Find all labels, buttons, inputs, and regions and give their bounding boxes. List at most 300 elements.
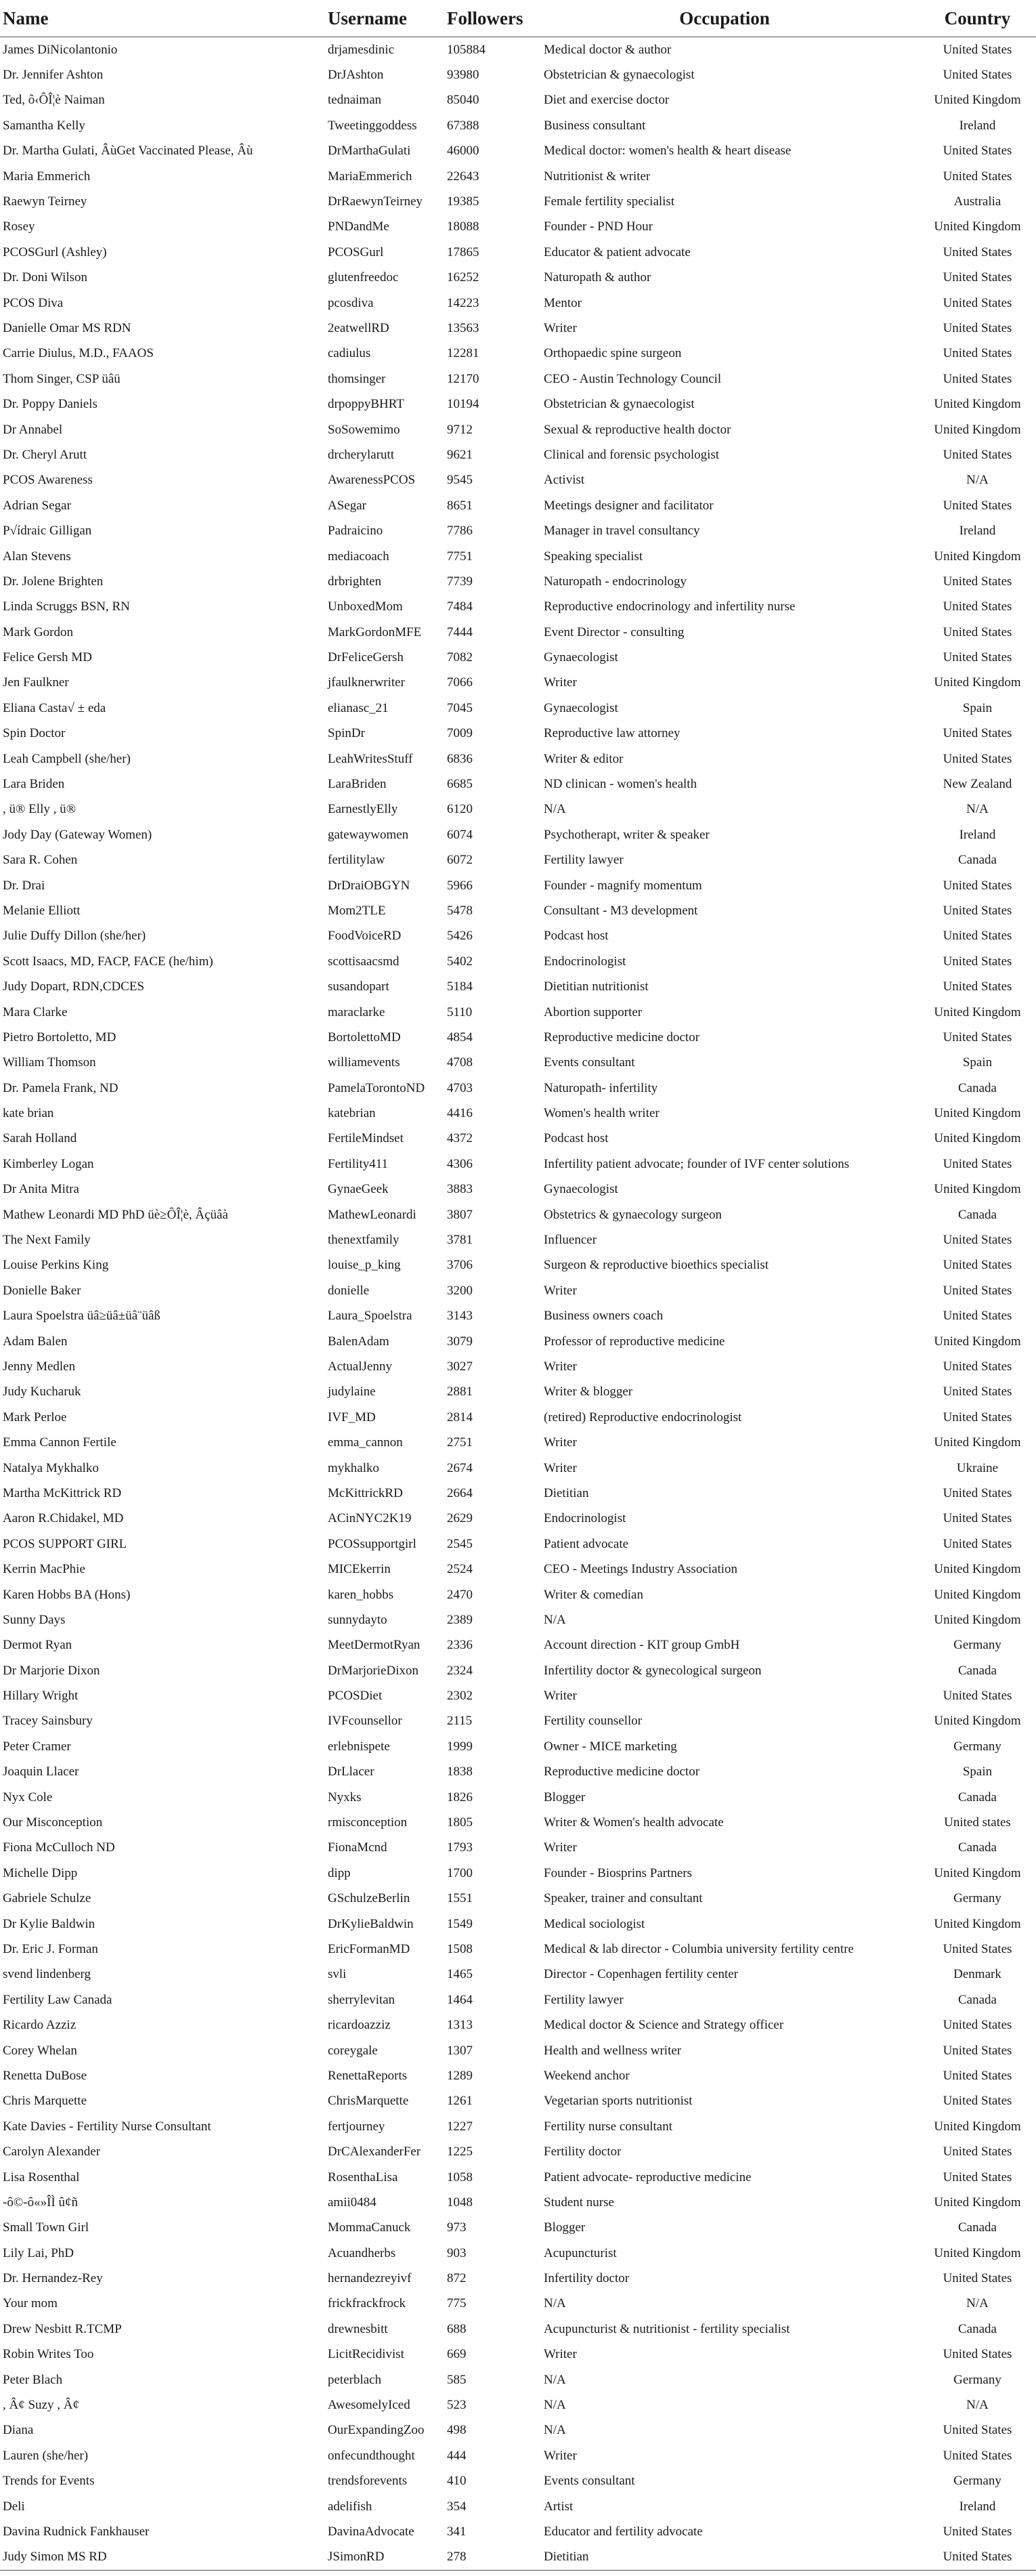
cell-country: United States [943,447,1012,462]
cell-username: MommaCanuck [328,2220,411,2235]
cell-username: DrRaewynTeirney [328,194,423,209]
cell-country: Spain [962,1055,993,1070]
cell-followers: 1225 [447,2145,473,2159]
cell-name: , ü® Elly , ü® [3,802,77,817]
cell-country: United States [943,346,1012,361]
cell-name: Dr. Eric J. Forman [3,1941,98,1956]
cell-occupation: Mentor [544,295,582,310]
cell-country: United Kingdom [934,397,1021,412]
cell-occupation: Reproductive medicine doctor [544,1030,700,1044]
cell-occupation: Surgeon & reproductive bioethics specialist [544,1258,769,1273]
cell-username: Nyxks [328,1790,362,1804]
cell-name: Your mom [3,2296,58,2311]
cell-name: Rosey [3,219,35,234]
cell-username: Padraicino [328,524,383,539]
cell-country: Ireland [959,524,996,539]
cell-occupation: Fertility lawyer [544,853,624,868]
cell-country: United States [943,1359,1012,1374]
cell-country: United States [943,1283,1012,1298]
cell-occupation: Founder - Biosprins Partners [544,1865,693,1880]
cell-followers: 688 [447,2321,467,2336]
table-row [0,2063,1036,2088]
cell-name: Adam Balen [3,1334,68,1349]
cell-username: adelifish [328,2499,372,2514]
cell-country: N/A [966,802,989,817]
cell-followers: 1227 [447,2119,473,2134]
cell-occupation: Writer & comedian [544,1587,643,1602]
cell-username: scottisaacsmd [328,954,400,969]
cell-occupation: Writer [544,675,577,690]
cell-username: SpinDr [328,726,365,741]
cell-country: United Kingdom [934,93,1021,108]
table-row [0,2494,1036,2519]
cell-followers: 1838 [447,1765,473,1779]
cell-country: United Kingdom [934,2245,1021,2260]
cell-country: Denmark [953,1967,1001,1982]
cell-name: Dr. Martha Gulati, ÂùGet Vaccinated Please, Âù [3,144,253,159]
cell-name: Hillary Wright [3,1689,79,1704]
cell-followers: 1464 [447,1992,473,2007]
table-row [0,2114,1036,2139]
cell-username: IVF_MD [328,1410,376,1424]
cell-occupation: Abortion supporter [544,1005,643,1019]
cell-country: United Kingdom [934,1916,1021,1931]
cell-country: United States [943,371,1012,386]
cell-username: coreygale [328,2043,378,2058]
cell-occupation: Speaker, trainer and consultant [544,1891,703,1906]
cell-occupation: Naturopath & author [544,270,651,285]
cell-username: RosenthaLisa [328,2170,398,2184]
table-row [0,164,1036,189]
cell-followers: 1549 [447,1916,473,1931]
cell-name: Nyx Cole [3,1790,53,1804]
cell-followers: 2674 [447,1460,473,1475]
table-row [0,2317,1036,2342]
table-row [0,848,1036,873]
cell-followers: 3807 [447,1207,473,1222]
cell-name: Alan Stevens [3,549,71,564]
cell-followers: 7444 [447,625,473,639]
table-row [0,1101,1036,1126]
table-row [0,392,1036,417]
cell-name: Dr Anita Mitra [3,1182,79,1197]
cell-country: United States [943,144,1012,159]
cell-occupation: Writer & Women's health advocate [544,1815,724,1830]
table-row [0,2038,1036,2063]
table-row [0,1709,1036,1734]
cell-followers: 1289 [447,2068,473,2083]
cell-username: donielle [328,1283,370,1298]
cell-country: United States [943,320,1012,335]
table-row [0,1126,1036,1152]
cell-username: rmisconception [328,1815,408,1830]
cell-occupation: Female fertility specialist [544,194,675,209]
cell-country: N/A [966,473,989,488]
cell-username: DrCAlexanderFer [328,2145,421,2159]
table-row [0,2367,1036,2392]
cell-name: Lauren (she/her) [3,2448,89,2463]
table-row [0,2266,1036,2291]
cell-username: emma_cannon [328,1435,403,1450]
cell-name: Kimberley Logan [3,1156,94,1171]
cell-name: Natalya Mykhalko [3,1460,99,1475]
table-row [0,366,1036,392]
cell-country: Canada [958,1790,997,1804]
cell-name: Dr. Pamela Frank, ND [3,1080,118,1095]
cell-username: AwesomelyIced [328,2398,410,2413]
cell-occupation: Blogger [544,2220,586,2235]
cell-name: Mathew Leonardi MD PhD üè≥ÔÎ¦è, Âçüâà [3,1207,228,1222]
table-row [0,37,1036,63]
cell-name: Dr. Jolene Brighten [3,574,104,589]
cell-username: susandopart [328,979,389,994]
cell-name: Corey Whelan [3,2043,77,2058]
cell-occupation: Vegetarian sports nutritionist [544,2094,693,2109]
cell-occupation: Writer [544,320,577,335]
cell-country: United States [943,903,1012,918]
cell-username: drbrighten [328,574,382,589]
cell-username: Tweetinggoddess [328,118,417,133]
cell-name: Jen Faulkner [3,675,69,690]
cell-username: karen_hobbs [328,1587,394,1602]
cell-followers: 1508 [447,1941,473,1956]
cell-followers: 46000 [447,144,479,159]
cell-occupation: Writer [544,1840,577,1855]
cell-followers: 2545 [447,1536,473,1551]
cell-occupation: Professor of reproductive medicine [544,1334,725,1349]
cell-country: United States [943,2068,1012,2083]
cell-name: PCOS Awareness [3,473,93,488]
cell-followers: 7082 [447,650,473,665]
cell-country: United States [943,751,1012,766]
cell-username: Fertility411 [328,1156,389,1171]
cell-country: Canada [958,1207,997,1222]
table-row [0,1278,1036,1303]
cell-followers: 18088 [447,219,479,234]
cell-username: amii0484 [328,2195,376,2210]
cell-name: Danielle Omar MS RDN [3,320,131,335]
cell-country: United States [943,169,1012,184]
cell-country: United States [943,1309,1012,1324]
cell-followers: 5184 [447,979,473,994]
cell-username: PCOSGurl [328,245,384,259]
cell-followers: 6120 [447,802,473,817]
cell-followers: 7786 [447,524,473,539]
table-row [0,1785,1036,1810]
table-row [0,2292,1036,2317]
table-row [0,113,1036,138]
table-row [0,544,1036,569]
cell-occupation: Events consultant [544,2474,635,2489]
cell-name: Dermot Ryan [3,1638,72,1653]
cell-occupation: CEO - Austin Technology Council [544,371,722,386]
table-row [0,1987,1036,2012]
table-row [0,1912,1036,1937]
cell-username: ASegar [328,498,366,513]
cell-username: OurExpandingZoo [328,2423,425,2438]
cell-occupation: Nutritionist & writer [544,169,651,184]
cell-name: Karen Hobbs BA (Hons) [3,1587,131,1602]
cell-name: Mara Clarke [3,1005,68,1019]
cell-name: Sara R. Cohen [3,853,78,868]
cell-occupation: Endocrinologist [544,954,626,969]
cell-occupation: Reproductive endocrinology and infertility nurse [544,599,796,614]
cell-country: Ireland [959,118,996,133]
table-row [0,721,1036,746]
cell-name: Judy Kucharuk [3,1385,81,1399]
cell-name: Lisa Rosenthal [3,2170,80,2184]
cell-followers: 6836 [447,751,473,766]
cell-country: New Zealand [943,777,1012,792]
cell-name: Kerrin MacPhie [3,1562,85,1577]
cell-occupation: Business consultant [544,118,646,133]
cell-followers: 8651 [447,498,473,513]
cell-country: Ukraine [956,1460,999,1475]
cell-username: DrDraiOBGYN [328,878,410,893]
cell-username: PamelaTorontoND [328,1080,425,1095]
cell-occupation: Founder - magnify momentum [544,878,702,893]
cell-name: Our Misconception [3,1815,103,1830]
cell-name: The Next Family [3,1233,91,1248]
cell-followers: 5110 [447,1005,473,1019]
table-row [0,1582,1036,1607]
cell-occupation: Owner - MICE marketing [544,1739,677,1754]
table-row [0,1329,1036,1354]
cell-occupation: Medical doctor & author [544,42,672,57]
cell-name: Dr. Doni Wilson [3,270,88,285]
cell-followers: 105884 [447,42,485,57]
table-row [0,62,1036,87]
cell-occupation: Gynaecologist [544,1182,618,1197]
cell-followers: 775 [447,2296,467,2311]
table-body [0,37,1036,2571]
cell-username: Acuandherbs [328,2245,396,2260]
cell-followers: 3883 [447,1182,473,1197]
table-row [0,1962,1036,1987]
cell-name: Ted, ô‹ÔÎ¦è Naiman [3,93,105,108]
cell-username: LicitRecidivist [328,2347,404,2362]
table-row [0,1633,1036,1658]
cell-followers: 5426 [447,929,473,944]
cell-username: AwarenessPCOS [328,473,416,488]
cell-country: United Kingdom [934,1562,1021,1577]
cell-followers: 444 [447,2448,467,2463]
cell-occupation: Writer & blogger [544,1385,633,1399]
cell-occupation: Medical doctor & Science and Strategy officer [544,2018,784,2033]
cell-occupation: Writer [544,1359,577,1374]
table-row [0,595,1036,620]
cell-username: thenextfamily [328,1233,400,1248]
cell-occupation: Meetings designer and facilitator [544,498,714,513]
table-row [0,1304,1036,1329]
cell-username: MeetDermotRyan [328,1638,420,1653]
cell-country: Spain [962,1765,993,1779]
cell-followers: 1307 [447,2043,473,2058]
table-row [0,772,1036,797]
table-row [0,2139,1036,2164]
cell-name: Fertility Law Canada [3,1992,112,2007]
cell-country: United States [943,2423,1012,2438]
table-row [0,1152,1036,1177]
cell-country: United Kingdom [934,549,1021,564]
cell-followers: 3027 [447,1359,473,1374]
cell-name: Melanie Elliott [3,903,81,918]
cell-username: 2eatwellRD [328,320,389,335]
header-followers: Followers [444,0,530,37]
cell-followers: 973 [447,2220,467,2235]
cell-followers: 1805 [447,1815,473,1830]
cell-followers: 7009 [447,726,473,741]
table-row [0,1025,1036,1050]
table-row [0,924,1036,949]
cell-name: Diana [3,2423,34,2438]
cell-followers: 22643 [447,169,479,184]
cell-occupation: Medical sociologist [544,1916,645,1931]
cell-followers: 4306 [447,1156,473,1171]
cell-occupation: Obstetrician & gynaecologist [544,397,695,412]
footer-rule [0,2571,1036,2576]
cell-occupation: Director - Copenhagen fertility center [544,1967,738,1982]
table-row [0,1481,1036,1506]
cell-country: United States [943,2170,1012,2184]
cell-occupation: Gynaecologist [544,650,618,665]
cell-followers: 4708 [447,1055,473,1070]
cell-followers: 85040 [447,93,479,108]
cell-name: Dr Marjorie Dixon [3,1663,100,1678]
cell-name: Dr Kylie Baldwin [3,1916,95,1931]
cell-occupation: Medical & lab director - Columbia university fertility centre [544,1941,854,1956]
cell-followers: 1465 [447,1967,473,1982]
cell-occupation: Writer [544,1460,577,1475]
cell-name: Aaron R.Chidakel, MD [3,1511,124,1526]
cell-name: Mark Perloe [3,1410,67,1424]
cell-username: EarnestlyElly [328,802,398,817]
table-row [0,189,1036,214]
cell-country: United States [943,42,1012,57]
cell-occupation: Writer [544,1435,577,1450]
cell-username: PCOSsupportgirl [328,1536,416,1551]
cell-occupation: Dietitian [544,1485,589,1500]
table-row [0,1000,1036,1025]
cell-username: ChrisMarquette [328,2094,409,2109]
cell-username: fertjourney [328,2119,385,2134]
cell-occupation: Events consultant [544,1055,635,1070]
cell-name: Carrie Diulus, M.D., FAAOS [3,346,154,361]
table-row [0,1253,1036,1278]
header-country: Country [919,0,1036,37]
table-row [0,1227,1036,1252]
cell-username: erlebnispete [328,1739,390,1754]
cell-name: Sunny Days [3,1612,66,1627]
cell-country: United States [943,2347,1012,2362]
cell-followers: 1048 [447,2195,473,2210]
cell-username: DrMarjorieDixon [328,1663,419,1678]
cell-country: United States [943,1410,1012,1424]
cell-followers: 7045 [447,700,473,715]
table-row [0,316,1036,341]
cell-country: United States [943,2145,1012,2159]
cell-country: United States [943,2524,1012,2539]
cell-country: United States [943,979,1012,994]
cell-username: PNDandMe [328,219,389,234]
cell-followers: 17865 [447,245,479,259]
cell-country: United States [943,1030,1012,1044]
header-occupation: Occupation [530,0,919,37]
cell-name: Carolyn Alexander [3,2145,101,2159]
cell-country: United Kingdom [934,1106,1021,1121]
cell-occupation: N/A [544,2398,566,2413]
cell-occupation: Obstetrician & gynaecologist [544,68,695,83]
cell-followers: 3079 [447,1334,473,1349]
cell-username: mykhalko [328,1460,379,1475]
table-row [0,822,1036,847]
cell-username: GynaeGeek [328,1182,389,1197]
table-row [0,493,1036,518]
cell-name: Emma Cannon Fertile [3,1435,116,1450]
cell-name: Thom Singer, CSP üâü [3,371,121,386]
cell-country: United Kingdom [934,1182,1021,1197]
cell-username: MathewLeonardi [328,1207,416,1222]
table-row [0,1532,1036,1557]
cell-name: Gabriele Schulze [3,1891,91,1906]
cell-followers: 1999 [447,1739,473,1754]
cell-occupation: Manager in travel consultancy [544,524,700,539]
cell-occupation: N/A [544,2423,566,2438]
cell-name: , Â¢ Suzy , Â¢ [3,2398,79,2413]
table-row [0,442,1036,467]
cell-followers: 2470 [447,1587,473,1602]
cell-occupation: Infertility doctor [544,2271,630,2286]
table-row [0,569,1036,594]
cell-country: United Kingdom [934,1005,1021,1019]
cell-country: Germany [953,2474,1001,2489]
cell-username: Mom2TLE [328,903,386,918]
table-row [0,696,1036,721]
cell-occupation: Naturopath - endocrinology [544,574,687,589]
cell-followers: 5478 [447,903,473,918]
table-row [0,2241,1036,2266]
table-row [0,1177,1036,1202]
cell-username: drewnesbitt [328,2321,388,2336]
cell-country: Spain [962,700,993,715]
table-row [0,2216,1036,2241]
table-row [0,1734,1036,1759]
cell-occupation: (retired) Reproductive endocrinologist [544,1410,742,1424]
cell-username: FoodVoiceRD [328,929,402,944]
cell-username: DrFeliceGersh [328,650,404,665]
cell-name: Martha McKittrick RD [3,1485,122,1500]
cell-country: United Kingdom [934,1612,1021,1627]
cell-username: ACinNYC2K19 [328,1511,412,1526]
cell-occupation: N/A [544,2296,566,2311]
cell-occupation: ND clinican - women's health [544,777,697,792]
cell-followers: 1826 [447,1790,473,1804]
cell-name: Renetta DuBose [3,2068,87,2083]
cell-followers: 5966 [447,878,473,893]
table-row [0,2342,1036,2367]
cell-followers: 9545 [447,473,473,488]
cell-username: thomsinger [328,371,386,386]
table-row [0,1861,1036,1886]
cell-username: DavinaAdvocate [328,2524,414,2539]
cell-occupation: CEO - Meetings Industry Association [544,1562,738,1577]
cell-occupation: Writer [544,1283,577,1298]
cell-occupation: Diet and exercise doctor [544,93,670,108]
cell-followers: 903 [447,2245,467,2260]
cell-name: Felice Gersh MD [3,650,92,665]
cell-name: Michelle Dipp [3,1865,78,1880]
footer-rule-cell [0,2571,1036,2576]
